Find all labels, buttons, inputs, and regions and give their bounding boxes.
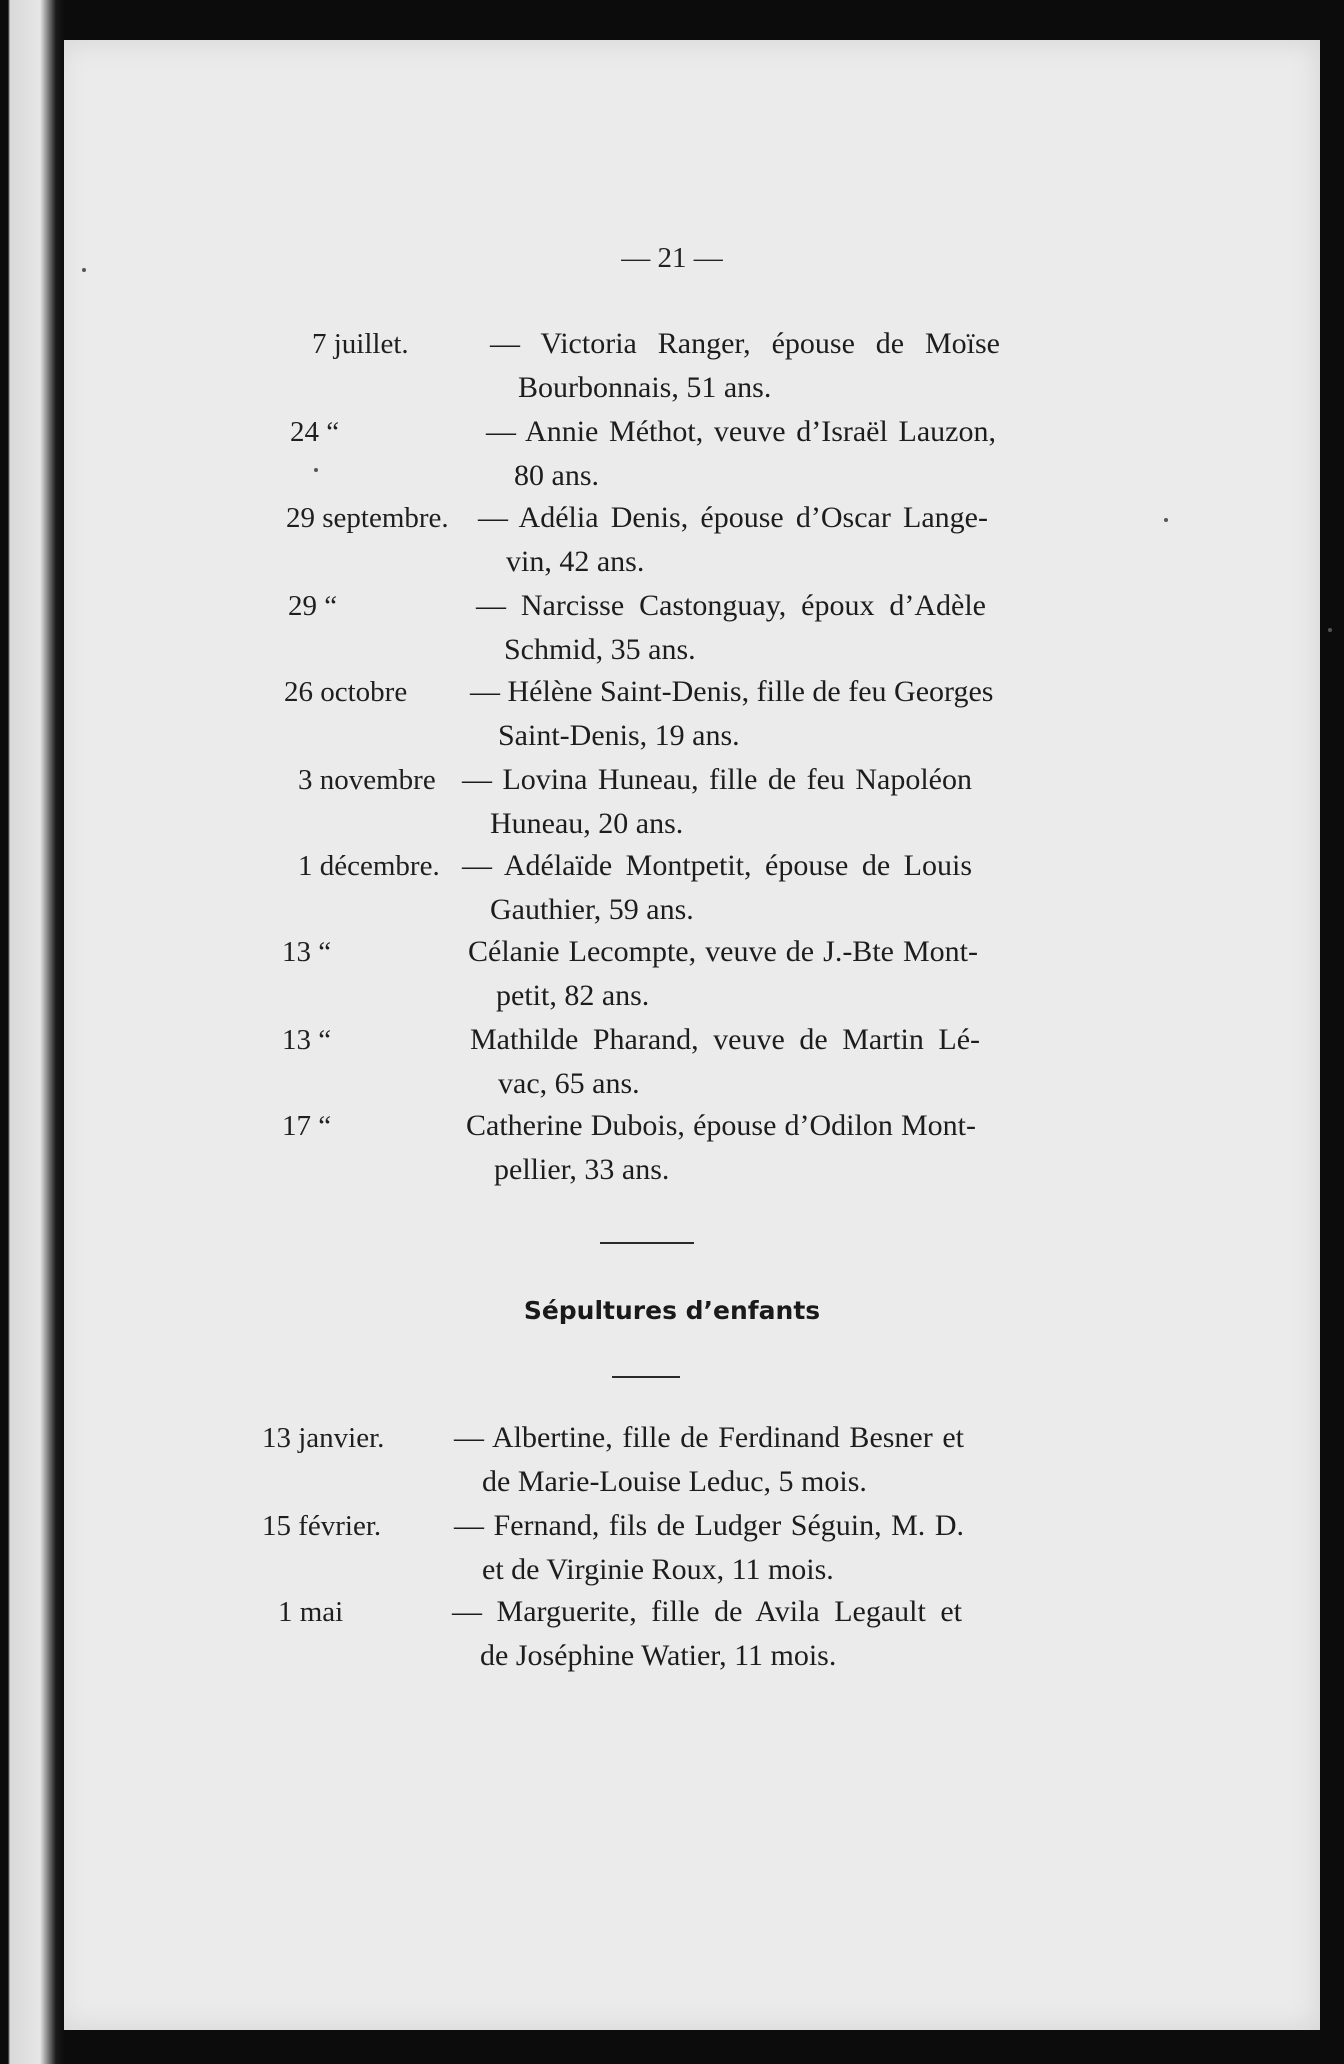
entry-text xyxy=(466,1104,976,1192)
entry-date: 15 février. xyxy=(262,1510,382,1542)
entry-line-1: — Adélia Denis, épouse d’Oscar Lange- xyxy=(478,501,988,534)
page-speck xyxy=(1164,518,1168,522)
entry-line-1: — Victoria Ranger, épouse de Moïse xyxy=(490,327,1000,360)
entry-line-2: de Joséphine Watier, 11 mois. xyxy=(480,1639,837,1672)
entry-date: 1 mai xyxy=(278,1596,344,1628)
entry-date: 7 juillet. xyxy=(312,328,409,360)
entry-line-1: — Narcisse Castonguay, époux d’Adèle xyxy=(476,589,986,622)
entry-line-2: vin, 42 ans. xyxy=(506,545,645,578)
entry-line-1: Célanie Lecompte, veuve de J.-Bte Mont- xyxy=(468,935,978,968)
entry-line-2: petit, 82 ans. xyxy=(496,979,650,1012)
entry-text xyxy=(462,844,972,932)
entry-text xyxy=(454,1416,964,1504)
entry-line-1: — Adélaïde Montpetit, épouse de Louis xyxy=(462,849,972,882)
entry-line-2: 80 ans. xyxy=(514,459,599,492)
section-divider-top xyxy=(600,1242,694,1244)
entry-text xyxy=(468,930,978,1018)
entry-line-1: — Annie Méthot, veuve d’Israël Lauzon, xyxy=(486,415,996,448)
page-number: — 21 — xyxy=(621,242,723,274)
page-speck xyxy=(1328,628,1332,632)
page-speck xyxy=(314,468,318,472)
entry-date: 13 “ xyxy=(282,1024,332,1056)
entry-text xyxy=(470,670,994,758)
entry-date: 13 “ xyxy=(282,936,332,968)
entry-line-2: de Marie-Louise Leduc, 5 mois. xyxy=(482,1465,867,1498)
page-speck xyxy=(82,268,86,272)
entry-line-2: vac, 65 ans. xyxy=(498,1067,640,1100)
entry-line-1: — Albertine, fille de Ferdinand Besner et xyxy=(454,1421,964,1454)
entry-line-2: Gauthier, 59 ans. xyxy=(490,893,694,926)
entry-text xyxy=(476,584,986,672)
section-divider-bottom xyxy=(612,1376,680,1378)
entry-date: 29 “ xyxy=(288,590,338,622)
entry-date: 24 “ xyxy=(290,416,340,448)
entry-line-1: Mathilde Pharand, veuve de Martin Lé- xyxy=(470,1023,980,1056)
entry-line-1: — Lovina Huneau, fille de feu Napoléon xyxy=(462,763,972,796)
entry-text xyxy=(452,1590,962,1678)
entry-text xyxy=(454,1504,964,1592)
entry-date: 17 “ xyxy=(282,1110,332,1142)
entry-line-2: et de Virginie Roux, 11 mois. xyxy=(482,1553,834,1586)
entry-line-2: Schmid, 35 ans. xyxy=(504,633,696,666)
section-heading: Sépultures d’enfants xyxy=(523,1296,821,1325)
entry-text xyxy=(478,496,988,584)
entry-line-2: Huneau, 20 ans. xyxy=(490,807,684,840)
entry-line-2: Saint-Denis, 19 ans. xyxy=(498,719,740,752)
entry-text xyxy=(462,758,972,846)
entry-line-2: Bourbonnais, 51 ans. xyxy=(518,371,772,404)
entry-line-2: pellier, 33 ans. xyxy=(494,1153,670,1186)
entry-line-1: Catherine Dubois, épouse d’Odilon Mont- xyxy=(466,1109,976,1142)
entry-text xyxy=(470,1018,980,1106)
entry-date: 26 octobre xyxy=(284,676,408,708)
entry-line-1: — Fernand, fils de Ludger Séguin, M. D. xyxy=(454,1509,964,1542)
entry-date: 29 septembre. xyxy=(286,502,449,534)
entry-line-1: — Marguerite, fille de Avila Legault et xyxy=(452,1595,962,1628)
entry-date: 3 novembre xyxy=(298,764,436,796)
entry-date: 1 décembre. xyxy=(298,850,440,882)
entry-text xyxy=(490,322,1000,410)
entry-date: 13 janvier. xyxy=(262,1422,385,1454)
entry-line-1: — Hélène Saint-Denis, fille de feu Georges xyxy=(470,675,994,708)
book-binding-edge xyxy=(0,0,64,2064)
entry-text xyxy=(486,410,996,498)
